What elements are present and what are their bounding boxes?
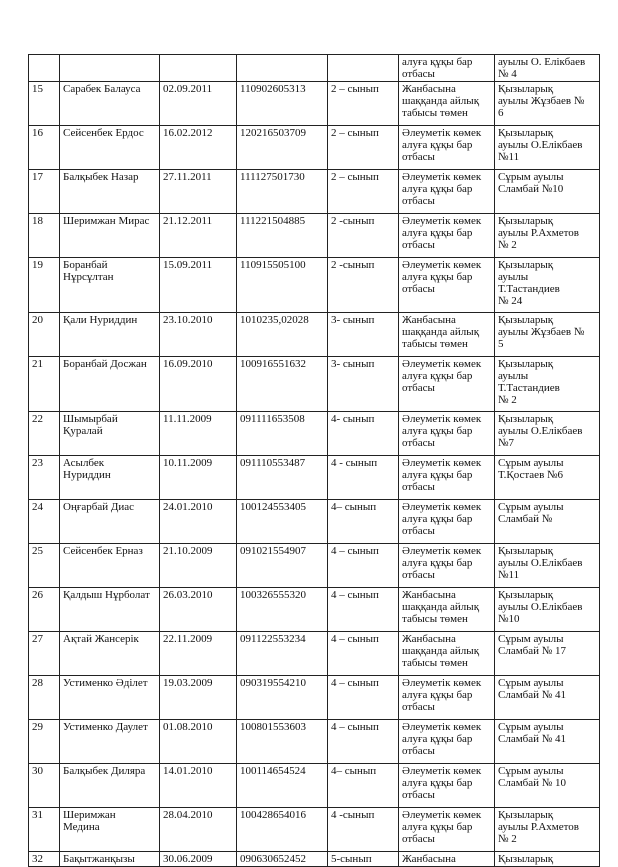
grade-cell: 4– сынып: [328, 500, 399, 544]
row-number-cell: 19: [29, 258, 60, 313]
iin-cell: [237, 55, 328, 82]
iin-cell: 100801553603: [237, 720, 328, 764]
address-cell: Қызыларық ауылы Жұзбаев № 5: [495, 313, 600, 357]
student-name-cell: Шымырбай Қуралай: [60, 412, 160, 456]
row-number-cell: 25: [29, 544, 60, 588]
grade-cell: 5-сынып: [328, 852, 399, 867]
table-row: [29, 126, 600, 170]
grade-cell: 3- сынып: [328, 357, 399, 412]
address-cell: ауылы О. Елікбаев № 4: [495, 55, 600, 82]
grade-cell: 2 – сынып: [328, 170, 399, 214]
family-category-cell: Жанбасына шаққанда айлық табысы төмен: [399, 313, 495, 357]
iin-cell: 091122553234: [237, 632, 328, 676]
table-row: [29, 808, 600, 852]
student-name-cell: Оңғарбай Диас: [60, 500, 160, 544]
family-category-cell: Жанбасына шаққанда айлық табысы төмен: [399, 588, 495, 632]
family-category-cell: Әлеуметік көмек алуға құқы бар отбасы: [399, 357, 495, 412]
row-number-cell: 22: [29, 412, 60, 456]
birth-date-cell: 28.04.2010: [160, 808, 237, 852]
family-category-cell: Әлеуметік көмек алуға құқы бар отбасы: [399, 500, 495, 544]
grade-cell: [328, 55, 399, 82]
birth-date-cell: 14.01.2010: [160, 764, 237, 808]
grade-cell: 4 – сынып: [328, 588, 399, 632]
address-cell: Қызыларық ауылы Т.Тастандиев № 2: [495, 357, 600, 412]
birth-date-cell: 16.09.2010: [160, 357, 237, 412]
family-category-cell: Әлеуметік көмек алуға құқы бар отбасы: [399, 764, 495, 808]
family-category-cell: Әлеуметік көмек алуға құқы бар отбасы: [399, 544, 495, 588]
birth-date-cell: 10.11.2009: [160, 456, 237, 500]
address-cell: Қызыларық: [495, 852, 600, 867]
row-number-cell: 23: [29, 456, 60, 500]
birth-date-cell: 24.01.2010: [160, 500, 237, 544]
grade-cell: 2 – сынып: [328, 82, 399, 126]
student-table: [28, 54, 600, 867]
iin-cell: 100326555320: [237, 588, 328, 632]
student-name-cell: Қали Нуриддин: [60, 313, 160, 357]
grade-cell: 4- сынып: [328, 412, 399, 456]
address-cell: Қызыларық ауылы О.Елікбаев №11: [495, 126, 600, 170]
row-number-cell: 26: [29, 588, 60, 632]
row-number-cell: 32: [29, 852, 60, 867]
student-name-cell: Сарабек Балауса: [60, 82, 160, 126]
iin-cell: 091110553487: [237, 456, 328, 500]
table-row: [29, 456, 600, 500]
iin-cell: 100124553405: [237, 500, 328, 544]
birth-date-cell: 21.10.2009: [160, 544, 237, 588]
address-cell: Сұрым ауылы Сламбай № 17: [495, 632, 600, 676]
family-category-cell: Жанбасына: [399, 852, 495, 867]
iin-cell: 111127501730: [237, 170, 328, 214]
grade-cell: 2 -сынып: [328, 258, 399, 313]
family-category-cell: Әлеуметік көмек алуға құқы бар отбасы: [399, 214, 495, 258]
table-row: [29, 588, 600, 632]
family-category-cell: Әлеуметік көмек алуға құқы бар отбасы: [399, 258, 495, 313]
row-number-cell: 18: [29, 214, 60, 258]
grade-cell: 4– сынып: [328, 764, 399, 808]
student-name-cell: Боранбай Нұрсұлтан: [60, 258, 160, 313]
table-row: [29, 632, 600, 676]
iin-cell: 091111653508: [237, 412, 328, 456]
grade-cell: 3- сынып: [328, 313, 399, 357]
birth-date-cell: 30.06.2009: [160, 852, 237, 867]
row-number-cell: 30: [29, 764, 60, 808]
student-name-cell: Устименко Даулет: [60, 720, 160, 764]
birth-date-cell: 27.11.2011: [160, 170, 237, 214]
table-row: [29, 357, 600, 412]
row-number-cell: 31: [29, 808, 60, 852]
birth-date-cell: 11.11.2009: [160, 412, 237, 456]
table-row: [29, 313, 600, 357]
iin-cell: 110915505100: [237, 258, 328, 313]
table-row: [29, 82, 600, 126]
iin-cell: 110902605313: [237, 82, 328, 126]
address-cell: Сұрым ауылы Сламбай № 41: [495, 720, 600, 764]
table-row: [29, 544, 600, 588]
family-category-cell: Әлеуметік көмек алуға құқы бар отбасы: [399, 126, 495, 170]
address-cell: Қызыларық ауылы О.Елікбаев №7: [495, 412, 600, 456]
family-category-cell: Әлеуметік көмек алуға құқы бар отбасы: [399, 412, 495, 456]
table-row: [29, 852, 600, 867]
address-cell: Сұрым ауылы Т.Қостаев №6: [495, 456, 600, 500]
birth-date-cell: 21.12.2011: [160, 214, 237, 258]
row-number-cell: 21: [29, 357, 60, 412]
row-number-cell: 29: [29, 720, 60, 764]
student-name-cell: Сейсенбек Ердос: [60, 126, 160, 170]
student-name-cell: Бақытжанқызы: [60, 852, 160, 867]
iin-cell: 090319554210: [237, 676, 328, 720]
iin-cell: 120216503709: [237, 126, 328, 170]
row-number-cell: 17: [29, 170, 60, 214]
table-row: [29, 500, 600, 544]
address-cell: Сұрым ауылы Сламбай №10: [495, 170, 600, 214]
iin-cell: 111221504885: [237, 214, 328, 258]
iin-cell: 100428654016: [237, 808, 328, 852]
iin-cell: 090630652452: [237, 852, 328, 867]
family-category-cell: Әлеуметік көмек алуға құқы бар отбасы: [399, 720, 495, 764]
address-cell: Сұрым ауылы Сламбай № 10: [495, 764, 600, 808]
table-row: [29, 214, 600, 258]
birth-date-cell: 02.09.2011: [160, 82, 237, 126]
birth-date-cell: 15.09.2011: [160, 258, 237, 313]
student-name-cell: Балқыбек Диляра: [60, 764, 160, 808]
student-name-cell: Асылбек Нуриддин: [60, 456, 160, 500]
row-number-cell: 15: [29, 82, 60, 126]
birth-date-cell: 26.03.2010: [160, 588, 237, 632]
address-cell: Қызыларық ауылы Р.Ахметов № 2: [495, 214, 600, 258]
family-category-cell: Әлеуметік көмек алуға құқы бар отбасы: [399, 808, 495, 852]
student-name-cell: Шеримжан Мирас: [60, 214, 160, 258]
address-cell: Қызыларық ауылы О.Елікбаев №11: [495, 544, 600, 588]
address-cell: Қызыларық ауылы Жұзбаев № 6: [495, 82, 600, 126]
table-row: [29, 412, 600, 456]
grade-cell: 4 – сынып: [328, 632, 399, 676]
row-number-cell: 20: [29, 313, 60, 357]
row-number-cell: [29, 55, 60, 82]
iin-cell: 100114654524: [237, 764, 328, 808]
family-category-cell: Жанбасына шаққанда айлық табысы төмен: [399, 632, 495, 676]
address-cell: Қызыларық ауылы Т.Тастандиев № 24: [495, 258, 600, 313]
student-name-cell: Балқыбек Назар: [60, 170, 160, 214]
address-cell: Қызыларық ауылы Р.Ахметов № 2: [495, 808, 600, 852]
family-category-cell: Әлеуметік көмек алуға құқы бар отбасы: [399, 456, 495, 500]
birth-date-cell: 01.08.2010: [160, 720, 237, 764]
birth-date-cell: [160, 55, 237, 82]
grade-cell: 2 – сынып: [328, 126, 399, 170]
family-category-cell: Әлеуметік көмек алуға құқы бар отбасы: [399, 676, 495, 720]
grade-cell: 4 – сынып: [328, 676, 399, 720]
family-category-cell: Әлеуметік көмек алуға құқы бар отбасы: [399, 170, 495, 214]
row-number-cell: 28: [29, 676, 60, 720]
row-number-cell: 16: [29, 126, 60, 170]
row-number-cell: 27: [29, 632, 60, 676]
student-name-cell: Ақтай Жансерік: [60, 632, 160, 676]
birth-date-cell: 19.03.2009: [160, 676, 237, 720]
grade-cell: 2 -сынып: [328, 214, 399, 258]
table-row: [29, 170, 600, 214]
table-row: [29, 764, 600, 808]
student-name-cell: Сейсенбек Ерназ: [60, 544, 160, 588]
table-body: [29, 55, 600, 867]
student-name-cell: Устименко Әділет: [60, 676, 160, 720]
birth-date-cell: 16.02.2012: [160, 126, 237, 170]
address-cell: Қызыларық ауылы О.Елікбаев №10: [495, 588, 600, 632]
grade-cell: 4 – сынып: [328, 544, 399, 588]
grade-cell: 4 – сынып: [328, 720, 399, 764]
student-name-cell: Шеримжан Медина: [60, 808, 160, 852]
table-row: [29, 720, 600, 764]
table-row: [29, 676, 600, 720]
birth-date-cell: 23.10.2010: [160, 313, 237, 357]
family-category-cell: алуға құқы бар отбасы: [399, 55, 495, 82]
iin-cell: 1010235,02028: [237, 313, 328, 357]
address-cell: Сұрым ауылы Сламбай № 41: [495, 676, 600, 720]
iin-cell: 091021554907: [237, 544, 328, 588]
grade-cell: 4 -сынып: [328, 808, 399, 852]
iin-cell: 100916551632: [237, 357, 328, 412]
student-name-cell: [60, 55, 160, 82]
family-category-cell: Жанбасына шаққанда айлық табысы төмен: [399, 82, 495, 126]
row-number-cell: 24: [29, 500, 60, 544]
birth-date-cell: 22.11.2009: [160, 632, 237, 676]
student-name-cell: Қалдыш Нұрболат: [60, 588, 160, 632]
address-cell: Сұрым ауылы Сламбай №: [495, 500, 600, 544]
student-name-cell: Боранбай Досжан: [60, 357, 160, 412]
table-row: [29, 55, 600, 82]
grade-cell: 4 - сынып: [328, 456, 399, 500]
table-row: [29, 258, 600, 313]
